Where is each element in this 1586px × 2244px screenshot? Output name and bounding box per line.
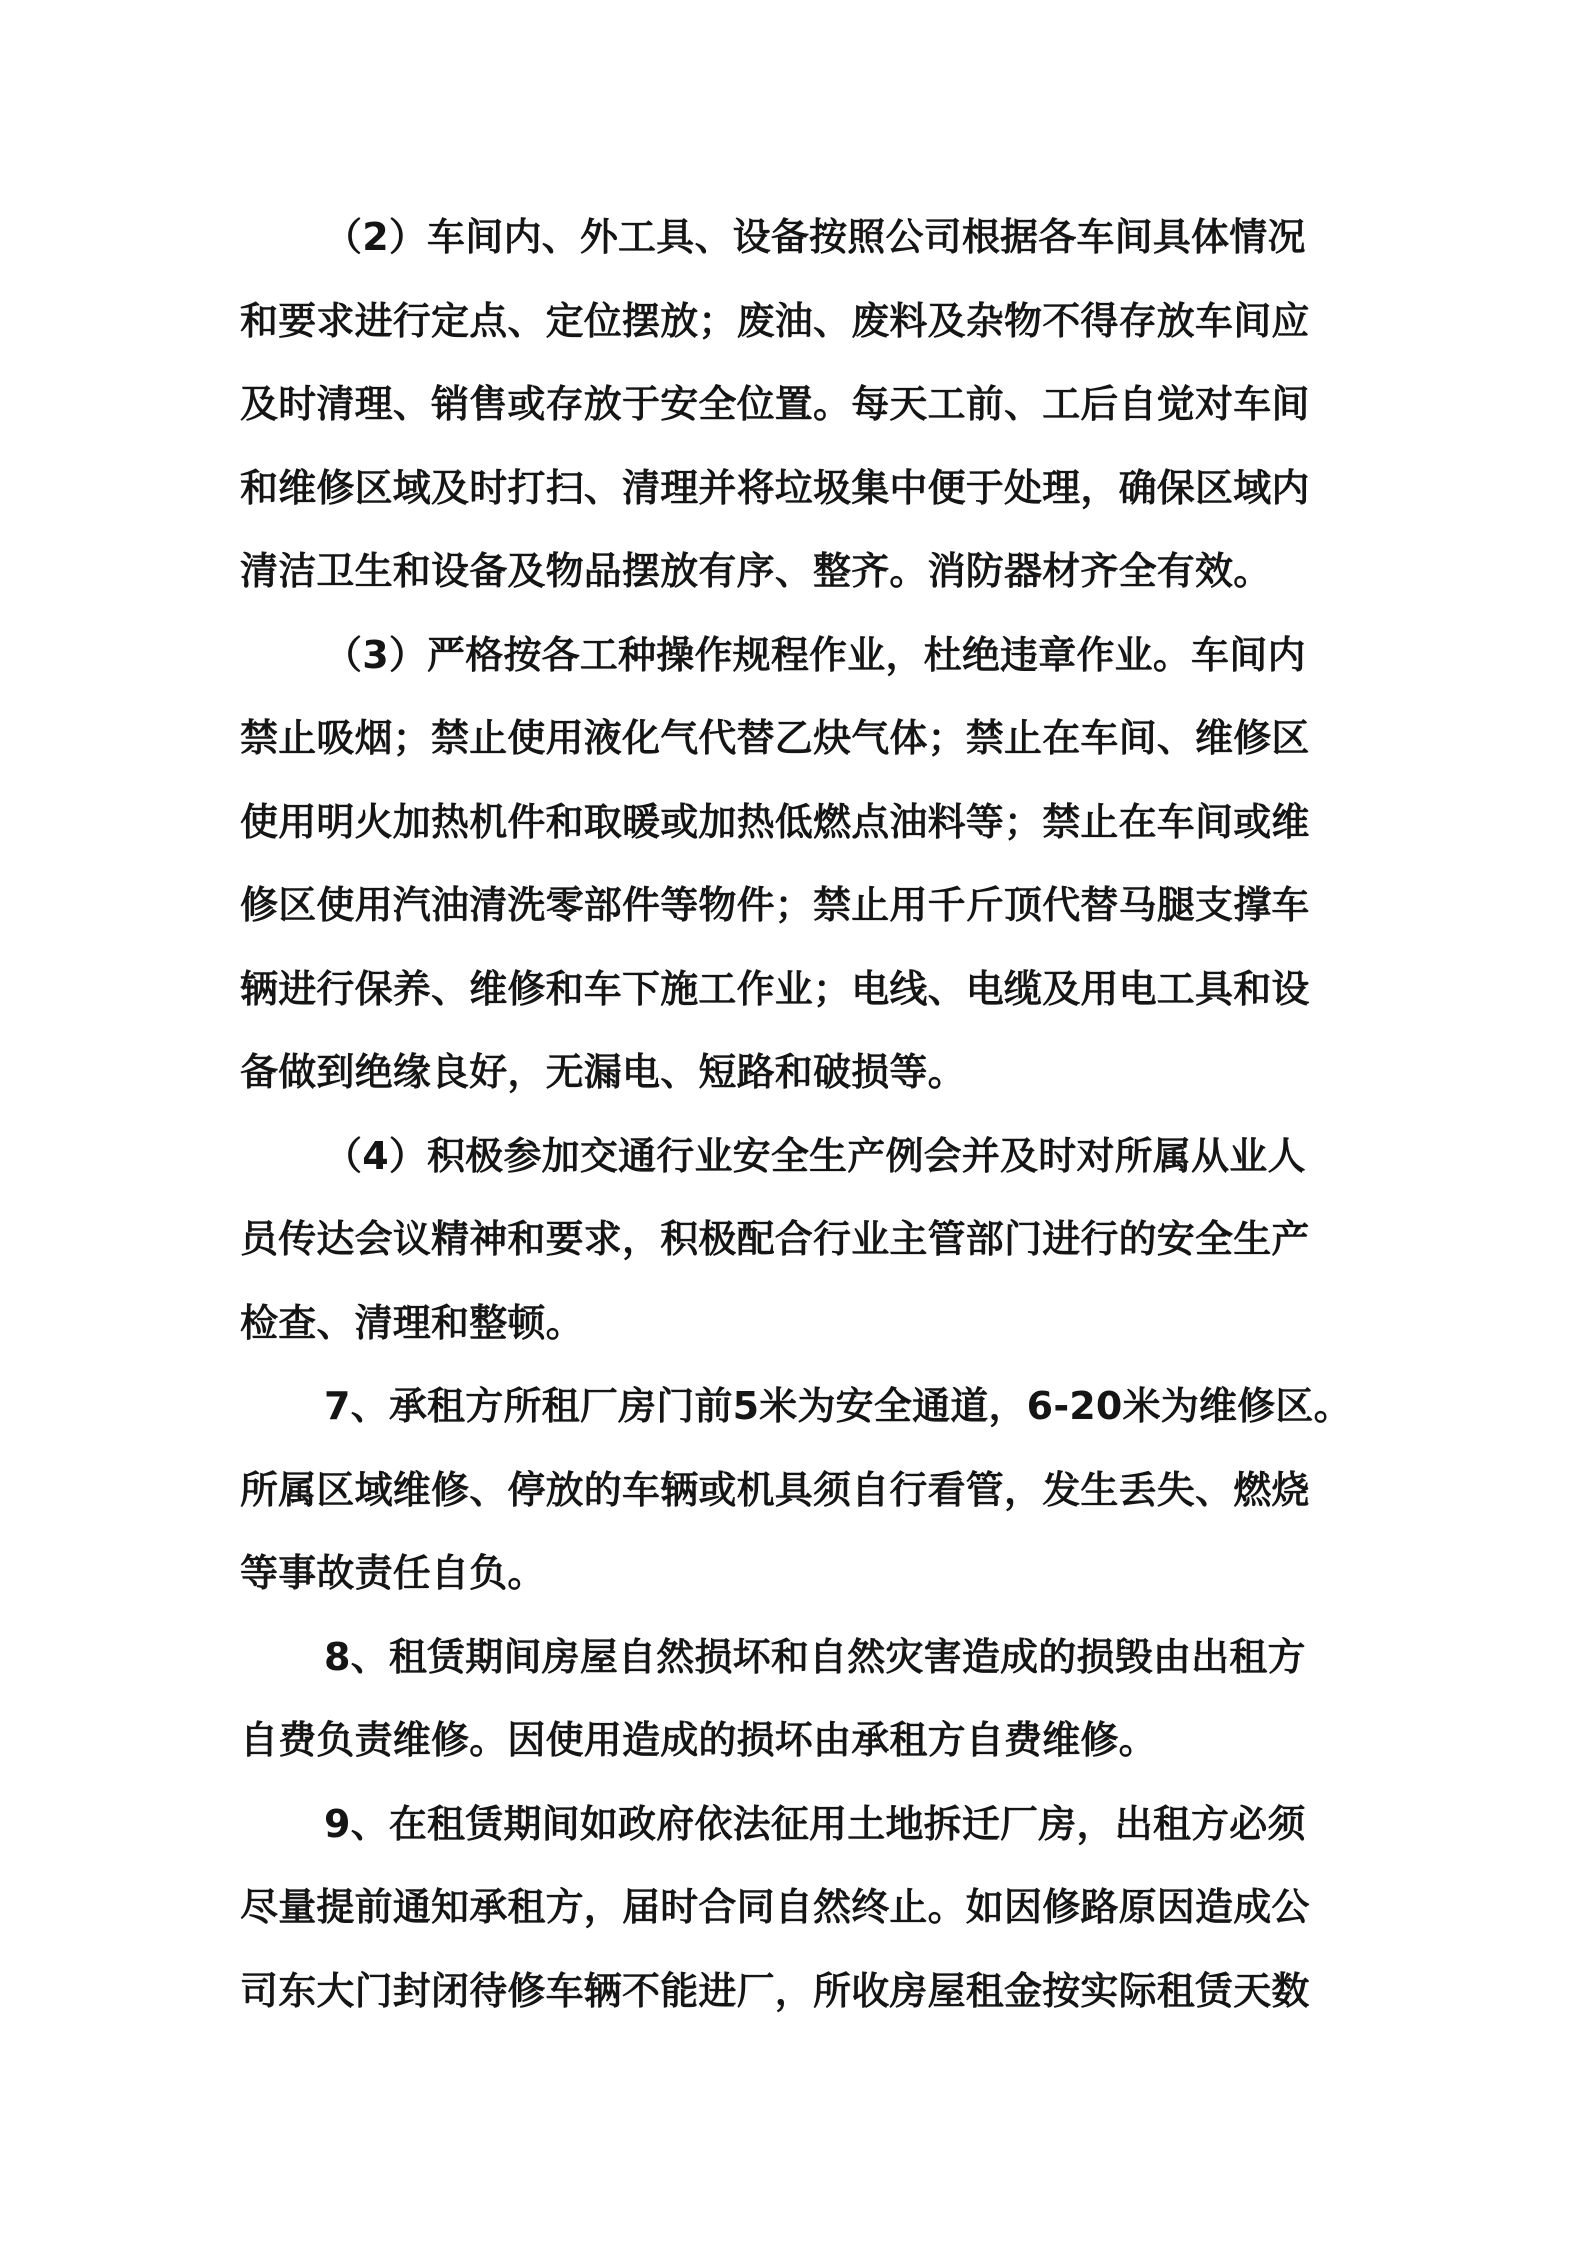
text-line: 修区使用汽油清洗零部件等物件；禁止用千斤顶代替马腿支撑车 <box>240 883 1310 927</box>
text-line: （3）严格按各工种操作规程作业，杜绝违章作业。车间内 <box>324 632 1306 677</box>
text-line: 所属区域维修、停放的车辆或机具须自行看管，发生丢失、燃烧 <box>240 1467 1310 1512</box>
text-line: 8、租赁期间房屋自然损坏和自然灾害造成的损毁由出租方 <box>324 1634 1306 1679</box>
text-line: 员传达会议精神和要求，积极配合行业主管部门进行的安全生产 <box>240 1217 1310 1261</box>
text-line: 尽量提前通知承租方，届时合同自然终止。如因修路原因造成公 <box>240 1885 1310 1929</box>
text-line: 司东大门封闭待修车辆不能进厂，所收房屋租金按实际租赁天数 <box>240 1968 1310 2013</box>
text-line: 和维修区域及时打扫、清理并将垃圾集中便于处理，确保区域内 <box>240 465 1310 510</box>
text-line: 使用明火加热机件和取暖或加热低燃点油料等；禁止在车间或维 <box>240 799 1310 844</box>
text-line: （4）积极参加交通行业安全生产例会并及时对所属从业人 <box>324 1133 1306 1178</box>
document-body <box>240 196 1360 2033</box>
text-line: 等事故责任自负。 <box>240 1551 546 1595</box>
text-line: 自费负责维修。因使用造成的损坏由承租方自费维修。 <box>240 1718 1157 1762</box>
text-line: 9、在租赁期间如政府依法征用土地拆迁厂房，出租方必须 <box>324 1801 1306 1846</box>
text-line: 清洁卫生和设备及物品摆放有序、整齐。消防器材齐全有效。 <box>240 549 1272 593</box>
text-line: 和要求进行定点、定位摆放；废油、废料及杂物不得存放车间应 <box>240 298 1310 343</box>
text-line: 检查、清理和整顿。 <box>240 1300 584 1345</box>
text-line: 禁止吸烟；禁止使用液化气代替乙炔气体；禁止在车间、维修区 <box>240 716 1310 760</box>
text-line: 备做到绝缘良好，无漏电、短路和破损等。 <box>240 1050 966 1094</box>
text-line: 及时清理、销售或存放于安全位置。每天工前、工后自觉对车间 <box>240 382 1310 426</box>
text-line: （2）车间内、外工具、设备按照公司根据各车间具体情况 <box>324 215 1306 259</box>
text-line: 辆进行保养、维修和车下施工作业；电线、电缆及用电工具和设 <box>240 966 1310 1011</box>
text-line: 7、承租方所租厂房门前5米为安全通道，6-20米为维修区。 <box>324 1384 1352 1428</box>
